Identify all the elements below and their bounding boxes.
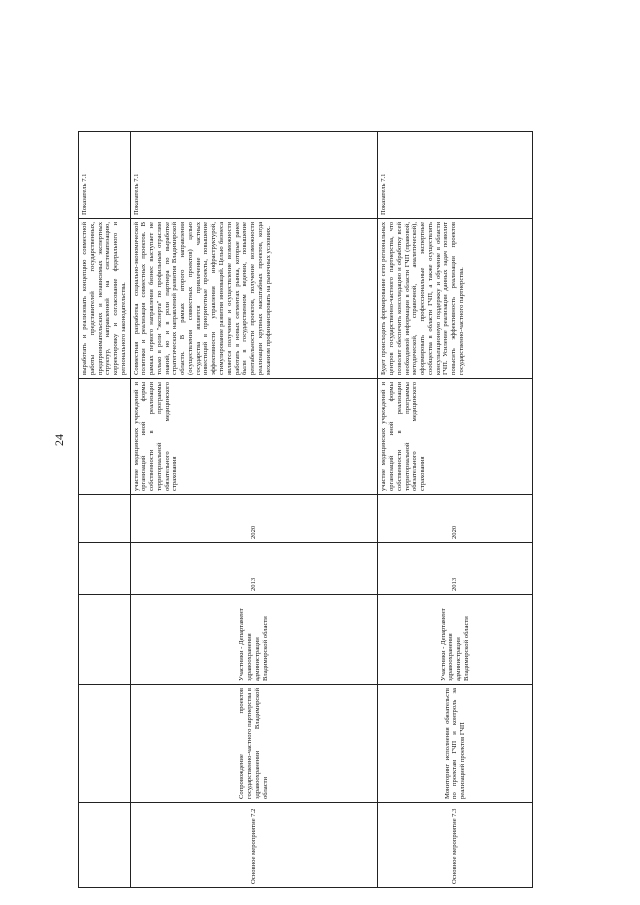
cell-activity-label: Основное мероприятие 7.3: [378, 803, 533, 888]
cell-empty: [79, 379, 131, 495]
cell-indicator: Показатель 7.1: [378, 132, 533, 219]
cell-empty: [79, 495, 131, 543]
table-row: [130, 132, 378, 888]
cell-description: Совместная разработка социально-экономической политики и реализация совместных проектов. В рамках первого направления бизнес выступает не только в роли "эксперта" по профильным отраслям знаний, но и в роли партнера по выработке стратегических направлений развития Владимирской области. В рамках второго направления (осуществления совместных проектов) целью государства является привлечение частных инвестиций в приоритетные проекты, повышение эффективности управления инфраструктурой, стимулирование развития инноваций. Целью бизнеса является получение и осуществление возможности работать в новых сегментах рынка, которые ранее были в государственном ведении, повышение рентабельности проектов, получение возможности реализации крупных масштабных проектов, когда механизм профинансировать на рыночных условиях.: [130, 219, 378, 379]
cell-result: участие медицинских учреждений и организаций иной формы собственности в реализации территориальной программы обязательного медицинского страхования: [130, 379, 378, 495]
cell-executor: Участники - Департамент здравоохранения администрации Владимирской области: [130, 595, 378, 685]
rotated-table-wrapper: [78, 132, 533, 888]
table-row: [378, 132, 533, 888]
cell-empty: [79, 543, 131, 595]
program-table: [78, 131, 533, 888]
cell-activity-label: Основное мероприятие 7.2: [130, 803, 378, 888]
cell-activity-name: Мониторинг исполнения обязательств по проектам ГЧП и контроль за реализацией проектов ГЧП: [378, 685, 533, 803]
cell-end-year: 2020: [130, 495, 378, 543]
cell-start-year: 2013: [378, 543, 533, 595]
cell-end-year: 2020: [378, 495, 533, 543]
cell-continuation-text: выработать и реализовать концепцию совместной работы представителей государственных, предпринимательских и независимых экспертных структур, направленной на систематизацию, корректировку и согласование федерального и регионального законодательства.: [79, 219, 131, 379]
cell-description: Будет происходить формирование сети региональных центров государственно-частного партнерства, что позволит обеспечить консолидацию и обработку всей необходимой информации в области ГЧП (правовой, методической, справочной, аналитической), оформировать профессиональные экспертные сообщества в области ГЧП, а также осуществлять консультационную поддержку и обучение в области ГЧП. Усиление реализации данных задач позволит повысить эффективность реализации проектов государственно-частного партнерства.: [378, 219, 533, 379]
cell-indicator: Показатель 7.1: [79, 132, 131, 219]
cell-empty: [79, 685, 131, 803]
cell-indicator: Показатель 7.1: [130, 132, 378, 219]
cell-activity-name: Сопровождение проектов государственно-частного партнерства в здравоохранении Владимирской области: [130, 685, 378, 803]
cell-start-year: 2013: [130, 543, 378, 595]
page-number: 24: [52, 434, 66, 446]
cell-executor: Участники - Департамент здравоохранения администрации Владимирской области: [378, 595, 533, 685]
cell-empty: [79, 803, 131, 888]
cell-empty: [79, 595, 131, 685]
cell-result: участие медицинских учреждений и организаций иной формы собственности в реализации территориальной программы обязательного медицинского страхования: [378, 379, 533, 495]
table-row-continuation: [79, 132, 131, 888]
